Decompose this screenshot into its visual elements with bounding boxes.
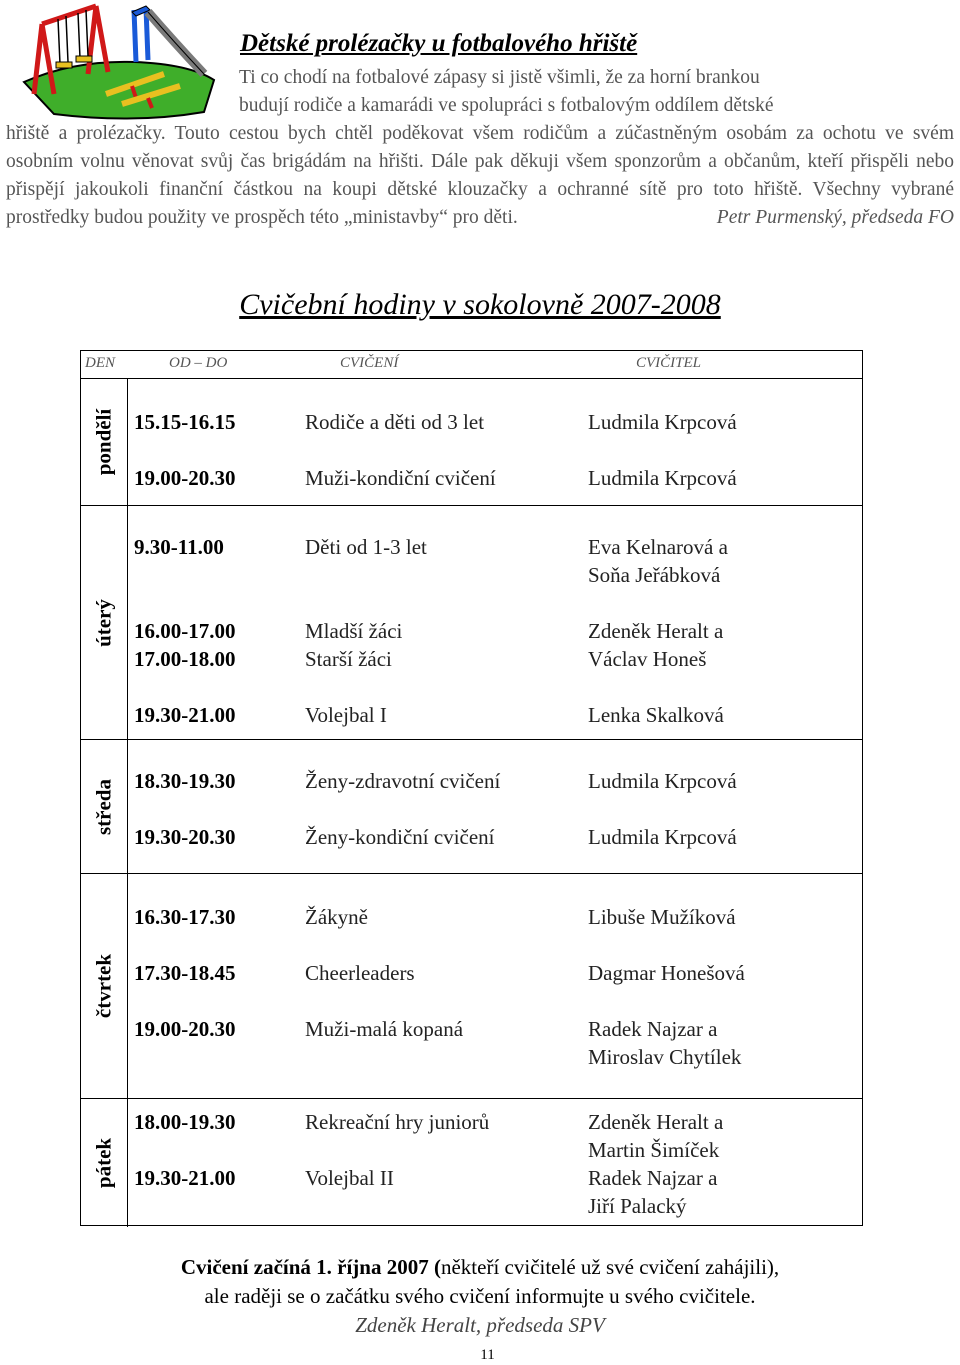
day-cell — [81, 378, 128, 505]
day-block-wednesday — [81, 740, 862, 874]
instructor-cell: Ludmila Krpcová — [588, 825, 737, 849]
time-cell: 17.00-18.00 — [134, 647, 236, 671]
article-line-2: budují rodiče a kamarádi ve spolupráci s fotbalovým oddílem dětské — [239, 95, 774, 116]
activity-cell: Děti od 1-3 let — [305, 535, 427, 559]
day-cell — [81, 874, 128, 1098]
time-cell: 19.00-20.30 — [134, 1017, 236, 1041]
day-block-tuesday — [81, 506, 862, 740]
day-label-monday: pondělí — [91, 408, 116, 475]
schedule-table — [80, 350, 863, 1226]
time-cell: 19.30-20.30 — [134, 825, 236, 849]
time-cell: 15.15-16.15 — [134, 410, 236, 434]
article-signature: Petr Purmenský, předseda FO — [716, 207, 954, 228]
instructor-cell: Ludmila Krpcová — [588, 769, 737, 793]
activity-cell: Rekreační hry juniorů — [305, 1110, 490, 1134]
footer-start-date: Cvičení začíná 1. října 2007 — [180, 1255, 429, 1279]
instructor-cell: Libuše Mužíková — [588, 905, 736, 929]
instructor-cell: Miroslav Chytílek — [588, 1045, 742, 1069]
time-cell: 18.30-19.30 — [134, 769, 236, 793]
page-number: 11 — [480, 1347, 495, 1363]
instructor-cell: Eva Kelnarová a — [588, 535, 728, 559]
day-cell — [81, 1099, 128, 1227]
activity-cell: Rodiče a děti od 3 let — [305, 410, 485, 434]
schedule-title: Cvičební hodiny v sokolovně 2007-2008 — [239, 288, 721, 321]
article-paragraph: hřiště a prolézačky. Touto cestou bych chtěl poděkovat všem rodičům a zúčastněným osobám za ochotu ve svém osobním volnu věnovat svůj čas brigádám na hřišti. Dále pak děkuji všem sponzorům a občanům, kteří přispěli nebo přispějí jakoukoli finanční částkou na koupi dětské klouzačky a ochranné sítě pro toto hřiště. Všechny vybrané prostředky budou použity ve prospěch této „ministavby“ pro děti. — [6, 123, 954, 228]
instructor-cell: Zdeněk Heralt a — [588, 1110, 724, 1134]
day-block-monday — [81, 378, 862, 506]
time-cell: 16.30-17.30 — [134, 905, 236, 929]
instructor-cell: Jiří Palacký — [588, 1194, 687, 1218]
day-label-friday: pátek — [91, 1137, 116, 1189]
time-cell: 9.30-11.00 — [134, 535, 224, 559]
instructor-cell: Dagmar Honešová — [588, 961, 745, 985]
day-block-friday — [81, 1099, 862, 1227]
instructor-cell: Radek Najzar a — [588, 1166, 718, 1190]
day-label-wednesday: středa — [91, 778, 116, 835]
activity-cell: Žákyně — [305, 905, 368, 929]
instructor-cell: Václav Honeš — [588, 647, 707, 671]
header-day: DEN — [85, 355, 115, 371]
activity-cell: Volejbal I — [305, 703, 387, 727]
instructor-cell: Zdeněk Heralt a — [588, 619, 724, 643]
activity-cell: Ženy-zdravotní cvičení — [305, 769, 501, 793]
footer-signature: Zdeněk Heralt, předseda SPV — [355, 1313, 605, 1337]
time-cell: 19.00-20.30 — [134, 466, 236, 490]
instructor-cell: Martin Šimíček — [588, 1138, 720, 1162]
activity-cell: Mladší žáci — [305, 619, 403, 643]
time-cell: 17.30-18.45 — [134, 961, 236, 985]
instructor-cell: Ludmila Krpcová — [588, 410, 737, 434]
instructor-cell: Ludmila Krpcová — [588, 466, 737, 490]
instructor-cell: Radek Najzar a — [588, 1017, 718, 1041]
article-title: Dětské prolézačky u fotbalového hřiště — [240, 30, 638, 57]
activity-cell: Muži-malá kopaná — [305, 1017, 464, 1041]
table-header — [81, 351, 862, 379]
day-cell — [81, 506, 128, 739]
footer-line-1-rest: někteří cvičitelé už své cvičení zahájili), — [440, 1255, 780, 1279]
day-label-tuesday: úterý — [91, 598, 116, 647]
day-label-thursday: čtvrtek — [91, 953, 116, 1019]
instructor-cell: Lenka Skalková — [588, 703, 724, 727]
activity-cell: Volejbal II — [305, 1166, 394, 1190]
time-cell: 18.00-19.30 — [134, 1110, 236, 1134]
article-body — [6, 64, 954, 232]
header-activity: CVIČENÍ — [340, 355, 399, 371]
day-cell — [81, 740, 128, 873]
footer-note — [0, 1253, 960, 1340]
time-cell: 16.00-17.00 — [134, 619, 236, 643]
activity-cell: Starší žáci — [305, 647, 392, 671]
footer-line-2: ale raději se o začátku svého cvičení informujte u svého cvičitele. — [204, 1284, 756, 1308]
day-block-thursday — [81, 874, 862, 1099]
activity-cell: Ženy-kondiční cvičení — [305, 825, 495, 849]
time-cell: 19.30-21.00 — [134, 1166, 236, 1190]
header-time: OD – DO — [169, 355, 228, 371]
footer-line-1 — [0, 1253, 960, 1282]
header-instructor: CVIČITEL — [636, 355, 702, 371]
footer-paren: ( — [428, 1255, 441, 1279]
activity-cell: Cheerleaders — [305, 961, 415, 985]
activity-cell: Muži-kondiční cvičení — [305, 466, 496, 490]
time-cell: 19.30-21.00 — [134, 703, 236, 727]
instructor-cell: Soňa Jeřábková — [588, 563, 721, 587]
article-line-1: Ti co chodí na fotbalové zápasy si jistě všimli, že za horní brankou — [239, 67, 760, 88]
